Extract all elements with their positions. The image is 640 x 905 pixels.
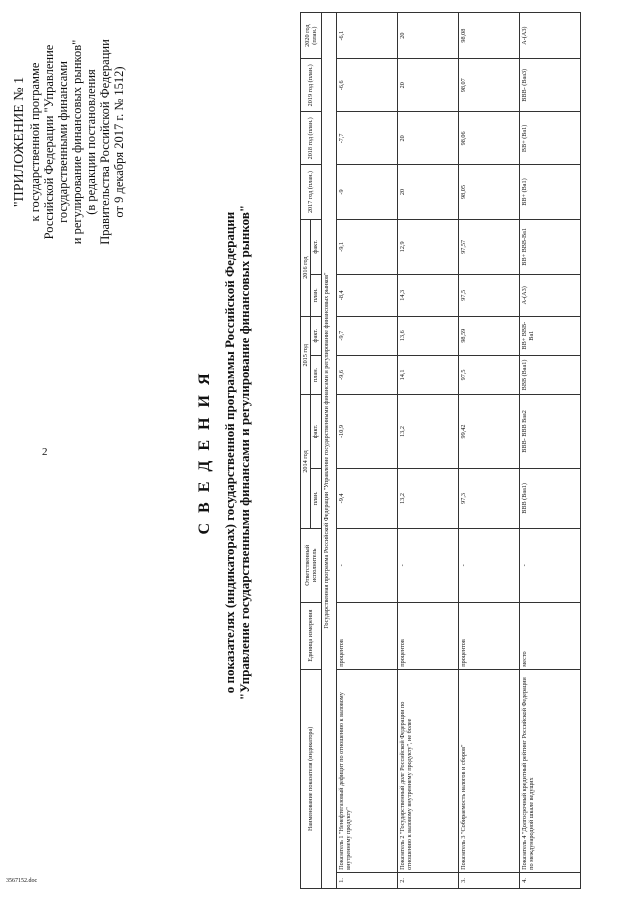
header-plan: план. [311, 355, 321, 394]
responsible-cell: - [397, 528, 458, 602]
row-number: 2. [397, 872, 458, 888]
responsible-cell: - [336, 528, 397, 602]
value-cell: -8,4 [336, 275, 397, 317]
header-fact: факт. [311, 316, 321, 355]
indicators-table [300, 12, 581, 889]
header-plan: план. [311, 275, 321, 317]
row-number: 4. [519, 872, 580, 888]
value-cell: BB+ BBB- Ba1 [519, 316, 580, 355]
header-unit: Единица измерения [301, 602, 322, 669]
value-cell: A-(A3) [519, 275, 580, 317]
indicator-name: Показатель 3 "Собираемость налогов и сборов" [458, 669, 519, 872]
value-cell: 97,3 [458, 468, 519, 528]
row-number: 1. [336, 872, 397, 888]
value-cell: -6,1 [336, 13, 397, 59]
value-cell: 20 [397, 59, 458, 112]
unit-cell: процентов [397, 602, 458, 669]
value-cell: 20 [397, 112, 458, 165]
value-cell: -6,6 [336, 59, 397, 112]
header-name: Наименование показателя (индикатора) [301, 669, 322, 888]
document-subtitle-line-1: о показателях (индикаторах) государственной программы Российской Федерации [222, 211, 237, 694]
value-cell: 98,08 [458, 13, 519, 59]
value-cell: -9,6 [336, 355, 397, 394]
value-cell: -9,7 [336, 316, 397, 355]
value-cell: 98,59 [458, 316, 519, 355]
value-cell: -10,9 [336, 395, 397, 469]
document-code: 3567152.doc [6, 878, 38, 884]
value-cell: 13,2 [397, 468, 458, 528]
responsible-cell: - [519, 528, 580, 602]
value-cell: 98,07 [458, 59, 519, 112]
value-cell: -9,4 [336, 468, 397, 528]
annex-line: Российской Федерации "Управление [42, 44, 56, 240]
value-cell: 97,5 [458, 355, 519, 394]
header-fact: факт. [311, 219, 321, 274]
document-subtitle-line-2: "Управление государственными финансами и регулирование финансовых рынков" [237, 204, 252, 701]
document-title: С В Е Д Е Н И Я [196, 370, 213, 535]
value-cell: 98,05 [458, 165, 519, 219]
header-2017: 2017 год (план.) [301, 165, 322, 219]
header-plan: план. [311, 468, 321, 528]
value-cell: 12,9 [397, 219, 458, 274]
program-row: Государственная программа Российской Федерации "Управление государственными финансами и регулирование финансовых рынков" [321, 13, 336, 889]
table-row [336, 13, 397, 889]
unit-cell: место [519, 602, 580, 669]
annex-block [12, 7, 126, 277]
annex-line: и регулирование финансовых рынков" [70, 39, 84, 245]
header-2016: 2016 год [301, 219, 311, 316]
value-cell: 97,5 [458, 275, 519, 317]
indicator-name: Показатель 4 "Долгосрочный кредитный рейтинг Российской Федерации по международной шкале ведущих [519, 669, 580, 872]
value-cell: 20 [397, 165, 458, 219]
header-2018: 2018 год (план.) [301, 112, 322, 165]
unit-cell: процентов [458, 602, 519, 669]
value-cell: 99,42 [458, 395, 519, 469]
header-responsible: Ответственный исполнитель [301, 528, 322, 602]
page-number: 2 [42, 446, 48, 458]
value-cell: BB+ BBB-Ba1 [519, 219, 580, 274]
header-2014: 2014 год [301, 395, 311, 529]
value-cell: 98,06 [458, 112, 519, 165]
value-cell: BBB- (Baa3) [519, 59, 580, 112]
table-row [397, 13, 458, 889]
value-cell: 14,1 [397, 355, 458, 394]
table-row [519, 13, 580, 889]
annex-line: Правительства Российской Федерации [98, 39, 112, 245]
indicator-name: Показатель 2 "Государственный долг Российской Федерации по отношению к валовому внутреннему продукту", не более [397, 669, 458, 872]
value-cell: 14,3 [397, 275, 458, 317]
unit-cell: процентов [336, 602, 397, 669]
value-cell: 20 [397, 13, 458, 59]
value-cell: BB+ (Ba1) [519, 165, 580, 219]
value-cell: BBB (Baa1) [519, 355, 580, 394]
header-fact: факт. [311, 395, 321, 469]
value-cell: BBB (Baa1) [519, 468, 580, 528]
row-number: 3. [458, 872, 519, 888]
value-cell: BB+ (Ba1) [519, 112, 580, 165]
annex-line: (в редакции постановления [84, 69, 98, 215]
value-cell: 13,6 [397, 316, 458, 355]
table-row [458, 13, 519, 889]
indicator-name: Показатель 1 "Ненефтегазовый дефицит по отношению к валовому внутреннему продукту" [336, 669, 397, 872]
value-cell: -7,7 [336, 112, 397, 165]
annex-line: от 9 декабря 2017 г. № 1512) [112, 66, 126, 218]
title-block [196, 0, 252, 905]
header-2019: 2019 год (план.) [301, 59, 322, 112]
value-cell: -9,1 [336, 219, 397, 274]
header-2015: 2015 год [301, 316, 311, 394]
value-cell: -9 [336, 165, 397, 219]
header-2020: 2020 год (план.) [301, 13, 322, 59]
value-cell: A-(A3) [519, 13, 580, 59]
value-cell: BBB- BBB Baa2 [519, 395, 580, 469]
value-cell: 13,2 [397, 395, 458, 469]
annex-line: "ПРИЛОЖЕНИЕ № 1 [12, 76, 27, 208]
annex-line: государственными финансами [56, 61, 70, 223]
value-cell: 97,57 [458, 219, 519, 274]
annex-line: к государственной программе [28, 62, 42, 222]
responsible-cell: - [458, 528, 519, 602]
